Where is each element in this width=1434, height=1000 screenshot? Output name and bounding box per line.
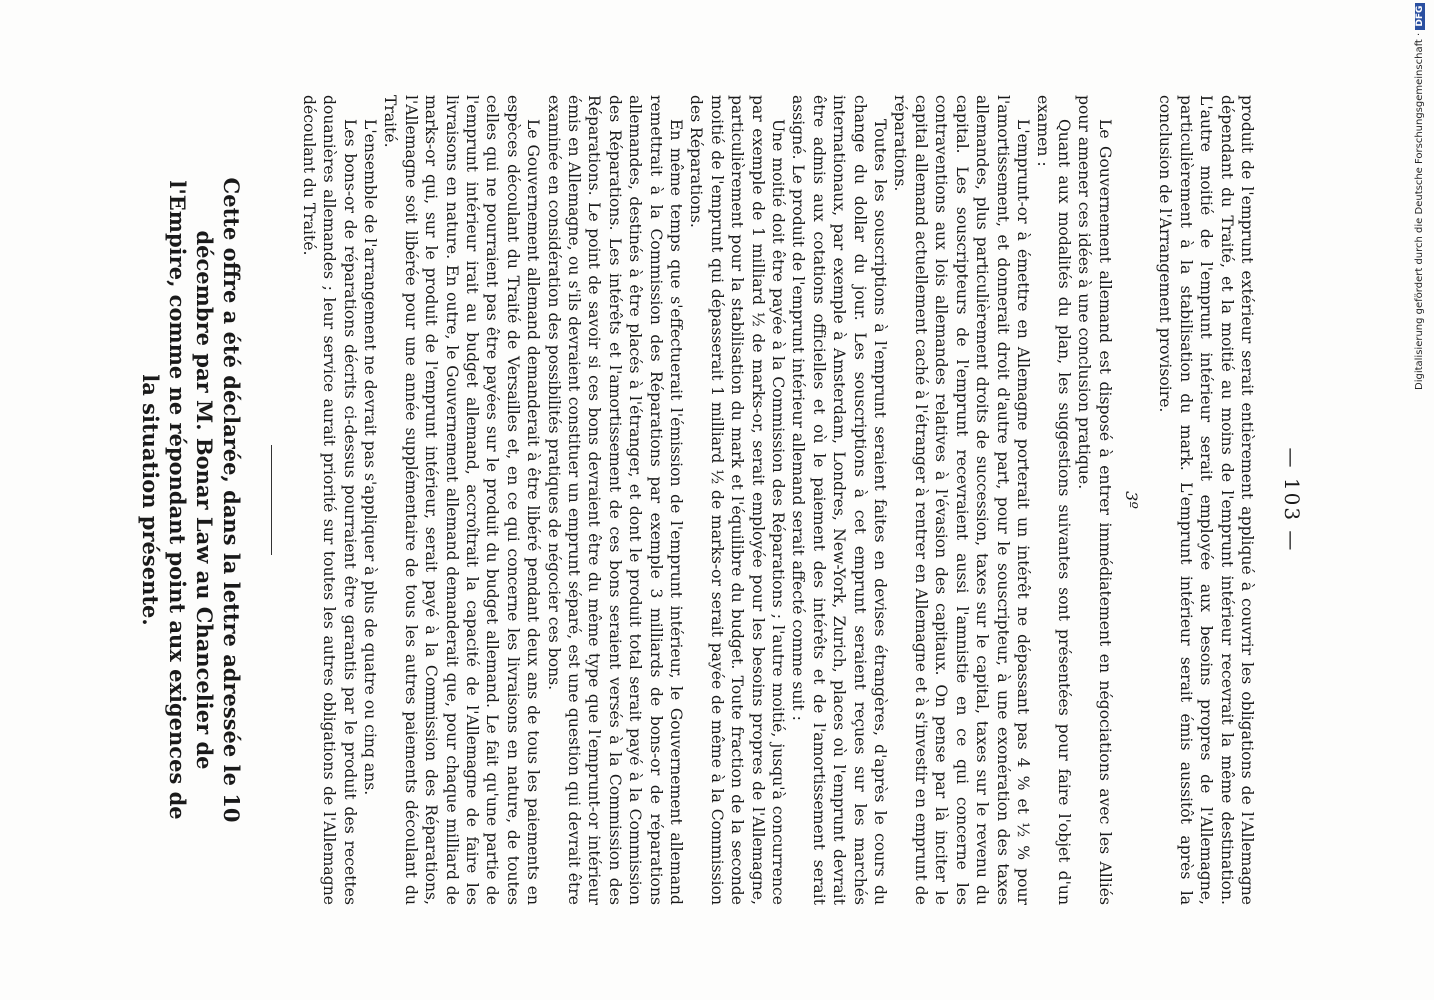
paragraph-4: L'emprunt-or à émettre en Allemagne porterait un intérêt ne dépassant pas 4 % et ½ % pour l'amortissement, et donnerait droit d'autre part, pour le souscripteur, à une exonération des taxes allemandes, plus particulièrement droits de succession, taxes sur le capital, taxes sur le revenu du capital. Les souscripteurs de l'emprunt recevraient aussi l'amnistie en ce qui concerne les contraventions aux lois allemandes relatives à l'évasion des capitaux. On pense par là inciter le capital allemand actuellement caché à l'étranger à rentrer en Allemagne et à s'investir en emprunt de réparations.	[891, 95, 1032, 905]
dfg-logo-badge: DFG	[1415, 3, 1425, 30]
page-number: — 103 —	[1280, 447, 1304, 553]
credit-text: Digitalisierung gefördert durch die Deutsche Forschungsgemeinschaft ·	[1414, 32, 1425, 390]
paragraph-6: Une moitié doit être payée à la Commission des Réparations ; l'autre moitié, jusqu'à concurrence par exemple de 1 milliard ½ de marks-or, serait employée pour les besoins propres de l'Allemagne, particulièrement pour la stabilisation du mark et l'équilibre du budget. Toute fraction de la seconde moitié de l'emprunt qui dépasserait 1 milliard ½ de marks-or serait payée de même à la Commission des Réparations.	[687, 95, 788, 905]
digitization-credit	[1410, 5, 1430, 390]
paragraph-7: En même temps que s'effectuerait l'émission de l'emprunt intérieur, le Gouvernement allemand remettrait à la Commission des Réparations par exemple 3 milliards de bons-or de réparations allemandes, destinés à être placés à l'étranger, et dont le produit total serait payé à la Commission des Réparations. Les intérêts et l'amortissement de ces bons seraient versés à la Commission des Réparations. Le point de savoir si ces bons devraient être du même type que l'emprunt-or intérieur émis en Allemagne, ou s'ils devraient constituer un emprunt séparé, est une question qui devrait être examinée en considération des possibilités pratiques de négocier ces bons.	[544, 95, 686, 905]
paragraph-9: L'ensemble de l'arrangement ne devrait pas s'appliquer à plus de quatre ou cinq ans.	[360, 119, 379, 796]
credit-text-wrapper	[1414, 3, 1425, 390]
paragraph-1: produit de l'emprunt extérieur serait entièrement appliqué à couvrir les obligations de l'Allemagne dépendant du Traité, et la moitié au moins de l'emprunt intérieur recevrait la même destination. L'autre moitié de l'emprunt intérieur serait employée aux besoins propres de l'Allemagne, particulièrement à la stabilisation du mark. L'emprunt intérieur serait émis aussitôt après la conclusion de l'Arrangement provisoire.	[1156, 95, 1256, 905]
paragraph-10: Les bons-or de réparations décrits ci-dessus pourraient être garantis par le produit des recettes douanières allemandes ; leur service aurait priorité sur toutes les autres obligations de l'Allemagne découlant du Traité.	[299, 95, 359, 905]
paragraph-8: Le Gouvernement allemand demanderait à être libéré pendant deux ans de tous les paiements en espèces découlant du Traité de Versailles et, en ce qui concerne les livraisons en nature, de toutes celles qui ne pourraient pas être payées sur le produit du budget allemand. Le fait qu'une partie de l'emprunt intérieur irait au budget allemand, accroîtrait la capacité de l'Allemagne de faire les livraisons en nature. En outre, le Gouvernement allemand demanderait que, pour chaque milliard de marks-or qui, sur le produit de l'emprunt intérieur, serait payé à la Commission des Réparations, l'Allemagne soit libérée pour une année supplémentaire de tous les autres paiements découlant du Traité.	[381, 95, 543, 905]
paragraph-3: Quant aux modalités du plan, les suggestions suivantes sont présentées pour faire l'objet d'un examen :	[1034, 95, 1073, 905]
divider-rule	[271, 445, 272, 555]
closing-statement: Cette offre a été déclarée, dans la lettre adressée le 10 décembre par M. Bonar Law au Chancelier de l'Empire, comme ne répondant point aux exigences de la situation présente.	[138, 177, 245, 823]
paragraph-2: Le Gouvernement allemand est disposé à entrer immédiatement en négociations avec les Alliés pour amener ces idées à une conclusion pratique.	[1075, 95, 1114, 905]
section-marker: 3º	[1121, 491, 1141, 509]
rotated-page-content	[107, 75, 1347, 925]
paragraph-5: Toutes les souscriptions à l'emprunt seraient faites en devises étrangères, d'après le cours du change du dollar du jour. Les souscriptions à cet emprunt seraient reçues sur les marchés internationaux, par exemple à Amsterdam, Londres, New-York, Zurich, places où l'emprunt devrait être admis aux cotations officielles et où le paiement des intérêts et de l'amortissement serait assigné. Le produit de l'emprunt intérieur allemand serait affecté comme suit :	[789, 95, 890, 905]
